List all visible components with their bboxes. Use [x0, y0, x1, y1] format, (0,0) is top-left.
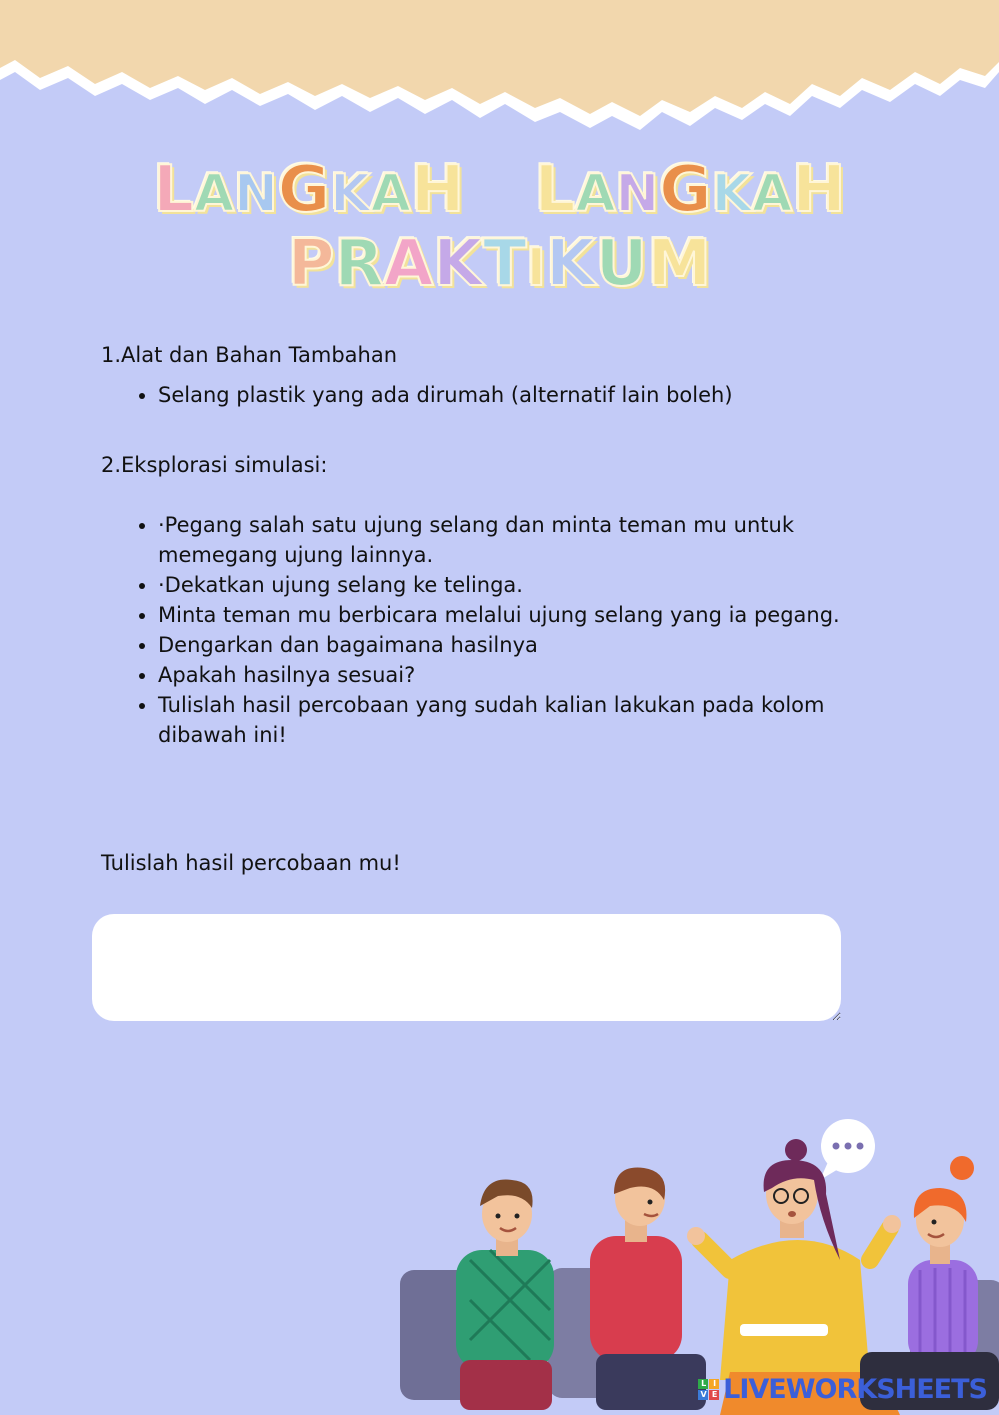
section-2-list [101, 510, 861, 750]
liveworksheets-brand [698, 1374, 987, 1405]
section-2-heading: 2.Eksplorasi simulasi: [101, 453, 328, 477]
title-letter: L [153, 153, 194, 227]
title-letter: N [615, 164, 660, 224]
title-letter: H [410, 153, 465, 227]
title-letter: R [334, 227, 384, 301]
title-letter: P [287, 227, 335, 301]
page-title [0, 150, 999, 301]
title-letter: K [711, 164, 752, 224]
list-item: • Tulislah hasil percobaan yang sudah kalian lakukan pada kolom dibawah ini! [158, 690, 861, 750]
list-item: • Minta teman mu berbicara melalui ujung selang yang ia pegang. [158, 600, 861, 630]
list-item: • Apakah hasilnya sesuai? [158, 660, 861, 690]
person-green-sweater [456, 1180, 554, 1410]
answer-label: Tulislah hasil percobaan mu! [101, 851, 401, 875]
torn-paper-header [0, 0, 999, 140]
title-letter: A [751, 164, 793, 224]
title-letter: T [483, 227, 527, 301]
title-letter: K [546, 227, 596, 301]
answer-input[interactable] [92, 914, 841, 1021]
brand-name: LIVEWORKSHEETS [723, 1374, 987, 1405]
title-letter: K [433, 227, 484, 301]
title-letter: K [330, 164, 371, 224]
speech-bubble-icon [820, 1119, 875, 1180]
title-letter: G [659, 153, 712, 227]
section-1-heading: 1.Alat dan Bahan Tambahan [101, 343, 397, 367]
title-letter: N [234, 164, 278, 224]
title-letter: G [277, 153, 331, 227]
instructions [101, 340, 861, 750]
title-letter: I [526, 238, 547, 298]
title-letter: L [534, 153, 576, 227]
title-letter: U [595, 227, 648, 301]
title-letter: A [193, 164, 235, 224]
liveworksheets-logo-icon: L I V E [698, 1379, 719, 1400]
title-line-1 [0, 153, 999, 227]
title-letter: A [383, 227, 434, 301]
title-letter: A [370, 164, 411, 224]
discussion-illustration [400, 1110, 999, 1415]
title-letter: A [575, 164, 616, 224]
title-letter: H [792, 153, 846, 227]
person-red-top [590, 1168, 706, 1410]
title-letter: M [647, 227, 712, 301]
list-item: • Selang plastik yang ada dirumah (alternatif lain boleh) [158, 380, 861, 410]
list-item: • Dengarkan dan bagaimana hasilnya [158, 630, 861, 660]
section-1-list [101, 380, 861, 410]
list-item: • ·Dekatkan ujung selang ke telinga. [158, 570, 861, 600]
list-item: • ·Pegang salah satu ujung selang dan minta teman mu untuk memegang ujung lainnya. [158, 510, 861, 570]
title-line-2 [0, 227, 999, 301]
